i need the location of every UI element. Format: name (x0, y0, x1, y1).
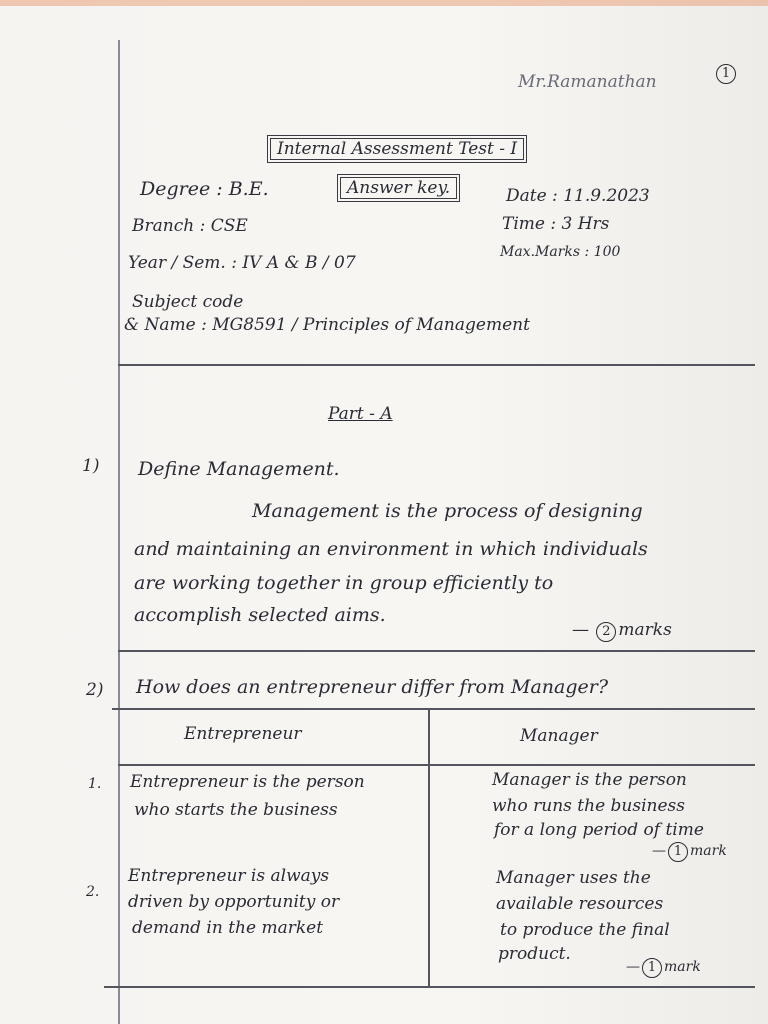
entrepreneur-cell-line: driven by opportunity or (128, 892, 340, 912)
manager-cell-line: available resources (496, 894, 664, 914)
row-mark: — 1 mark (652, 842, 727, 862)
max-marks: Max.Marks : 100 (500, 244, 621, 260)
q1-answer-line: accomplish selected aims. (134, 604, 386, 626)
exam-time: Time : 3 Hrs (502, 214, 610, 234)
manager-cell-line: who runs the business (492, 796, 685, 816)
entrepreneur-cell-line: Entrepreneur is the person (130, 772, 365, 792)
q1-answer-line: Management is the process of designing (252, 500, 643, 522)
manager-cell-line: Manager is the person (492, 770, 687, 790)
branch: Branch : CSE (132, 216, 248, 236)
margin-line (118, 40, 120, 1024)
test-title: Internal Assessment Test - I (270, 138, 524, 160)
manager-cell-line: Manager uses the (496, 868, 651, 888)
table-header-border (118, 764, 755, 766)
entrepreneur-cell-line: who starts the business (134, 800, 338, 820)
q1-number: 1) (82, 456, 100, 476)
table-top-border (112, 708, 755, 710)
q1-marks: — 2 marks (572, 620, 672, 640)
q2-number: 2) (86, 680, 104, 700)
manager-cell-line: for a long period of time (494, 820, 704, 840)
q2-question: How does an entrepreneur differ from Manager? (136, 676, 609, 698)
entrepreneur-cell-line: demand in the market (132, 918, 324, 938)
part-a-title: Part - A (328, 404, 393, 424)
page-number: 1 (714, 62, 738, 84)
answer-key-label: Answer key. (340, 177, 457, 199)
manager-cell-line: product. (498, 944, 571, 964)
author-name: Mr.Ramanathan (518, 72, 657, 92)
q1-answer-line: are working together in group efficiently to (134, 572, 554, 594)
table-column-divider (428, 708, 430, 986)
header-divider (118, 364, 755, 366)
exam-date: Date : 11.9.2023 (506, 186, 650, 206)
q1-answer-line: and maintaining an environment in which individuals (134, 538, 648, 560)
col-header-manager: Manager (520, 726, 598, 746)
q1-divider (118, 650, 755, 652)
year-sem: Year / Sem. : IV A & B / 07 (128, 253, 356, 273)
col-header-entrepreneur: Entrepreneur (184, 724, 302, 744)
degree: Degree : B.E. (140, 178, 269, 200)
subject-name: & Name : MG8591 / Principles of Management (124, 315, 530, 335)
row-mark: — 1 mark (626, 958, 701, 978)
q1-question: Define Management. (138, 458, 340, 480)
manager-cell-line: to produce the final (500, 920, 670, 940)
subject-code-label: Subject code (132, 292, 244, 312)
row-number: 1. (88, 776, 102, 792)
table-bottom-border (104, 986, 755, 988)
paper-top-edge (0, 0, 768, 6)
entrepreneur-cell-line: Entrepreneur is always (128, 866, 330, 886)
row-number: 2. (86, 884, 100, 900)
